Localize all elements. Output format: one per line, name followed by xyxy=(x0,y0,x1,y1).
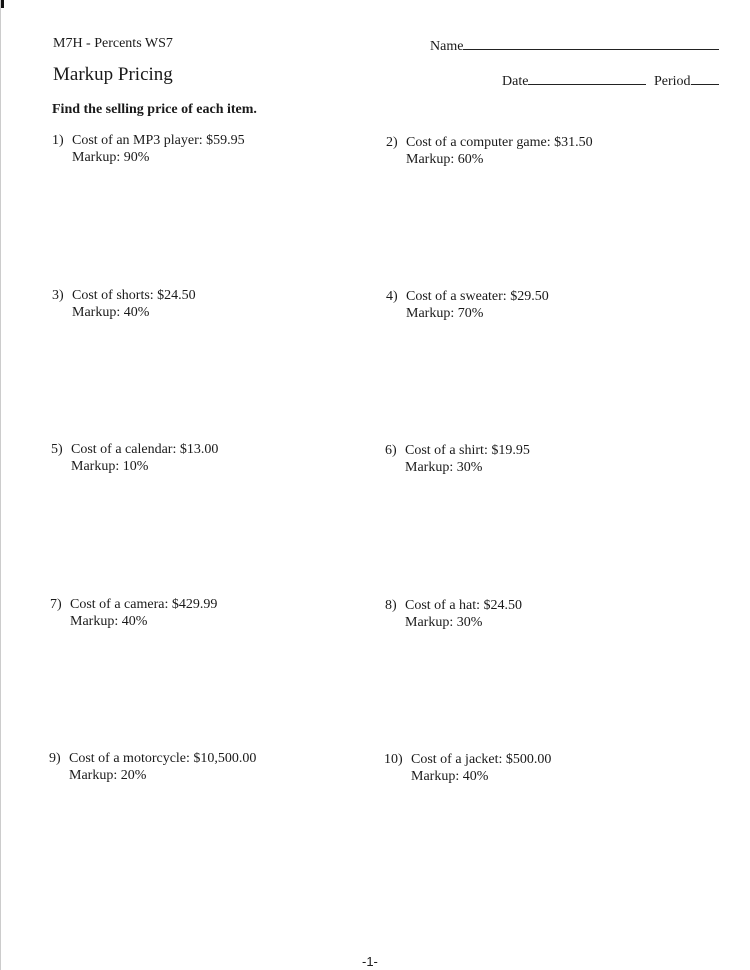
problem-cost: Cost of a shirt: $19.95 xyxy=(405,443,530,458)
date-line[interactable] xyxy=(528,72,646,85)
problem-cost: Cost of a motorcycle: $10,500.00 xyxy=(69,751,257,766)
problem-number: 3) xyxy=(52,288,64,303)
problem-cost: Cost of a jacket: $500.00 xyxy=(411,752,552,767)
date-label: Date xyxy=(502,74,529,89)
problem-markup: Markup: 90% xyxy=(72,150,150,165)
problem-number: 8) xyxy=(385,598,397,613)
scan-edge xyxy=(0,0,1,970)
problem-markup: Markup: 40% xyxy=(70,614,148,629)
problem-cost: Cost of a camera: $429.99 xyxy=(70,597,218,612)
problem-markup: Markup: 10% xyxy=(71,459,149,474)
problem-markup: Markup: 20% xyxy=(69,768,147,783)
problem-cost: Cost of shorts: $24.50 xyxy=(72,288,196,303)
problem-number: 10) xyxy=(384,752,403,767)
problem-number: 4) xyxy=(386,289,398,304)
problem-markup: Markup: 40% xyxy=(72,305,150,320)
problem-number: 2) xyxy=(386,135,398,150)
problem-markup: Markup: 40% xyxy=(411,769,489,784)
name-label: Name xyxy=(430,39,464,54)
period-line[interactable] xyxy=(691,72,719,85)
problem-number: 1) xyxy=(52,133,64,148)
name-field[interactable] xyxy=(430,37,719,55)
problem-number: 9) xyxy=(49,751,61,766)
period-label: Period xyxy=(654,74,691,89)
problem-number: 5) xyxy=(51,442,63,457)
problem-number: 7) xyxy=(50,597,62,612)
problem-markup: Markup: 30% xyxy=(405,615,483,630)
name-line[interactable] xyxy=(463,37,719,50)
problem-cost: Cost of a calendar: $13.00 xyxy=(71,442,219,457)
problem-markup: Markup: 60% xyxy=(406,152,484,167)
problem-markup: Markup: 70% xyxy=(406,306,484,321)
problem-cost: Cost of a sweater: $29.50 xyxy=(406,289,549,304)
course-label: M7H - Percents WS7 xyxy=(53,36,173,51)
problem-number: 6) xyxy=(385,443,397,458)
problem-cost: Cost of a computer game: $31.50 xyxy=(406,135,593,150)
period-field[interactable] xyxy=(654,72,719,90)
date-field[interactable] xyxy=(502,72,646,90)
worksheet-title: Markup Pricing xyxy=(53,64,173,85)
page-number: -1- xyxy=(362,954,378,969)
instructions: Find the selling price of each item. xyxy=(52,102,257,117)
problem-cost: Cost of a hat: $24.50 xyxy=(405,598,523,613)
problem-markup: Markup: 30% xyxy=(405,460,483,475)
problem-cost: Cost of an MP3 player: $59.95 xyxy=(72,133,245,148)
